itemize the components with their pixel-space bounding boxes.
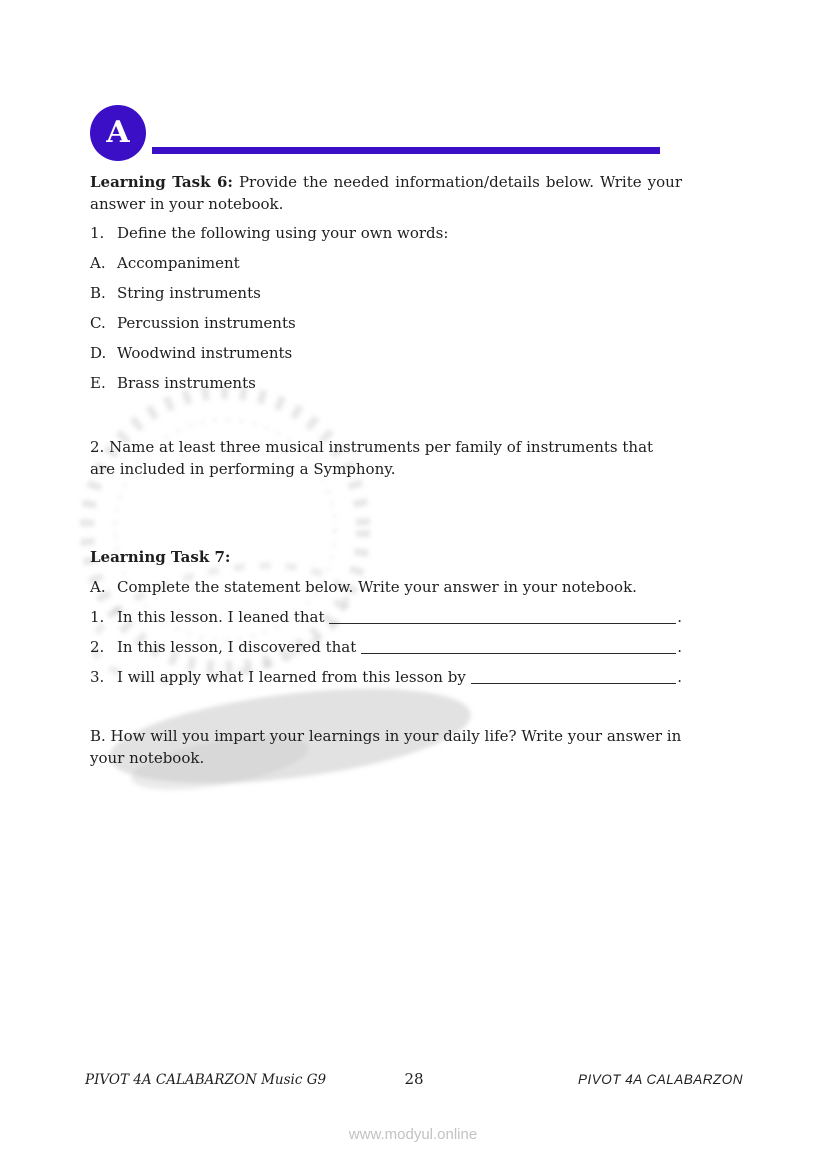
definition-text: String instruments [117,284,261,302]
task7-section-a-text: Complete the statement below. Write your answer in your notebook. [117,578,637,596]
statement-text: In this lesson, I discovered that [117,638,357,656]
fill-in-statement [90,666,682,688]
section-a-badge [90,105,146,161]
definition-text: Percussion instruments [117,314,296,332]
section-a-badge-letter: A [106,115,130,150]
statement-period: . [677,638,682,656]
definition-item [90,342,682,364]
header-rule [152,147,660,154]
task7-title: Learning Task 7: [90,548,231,566]
list-letter: A. [90,254,106,272]
fill-in-statement [90,636,682,658]
fill-in-statement [90,606,682,628]
answer-blank [329,606,676,624]
footer-module-title: PIVOT 4A CALABARZON Music G9 [85,1072,327,1088]
definition-text: Woodwind instruments [117,344,293,362]
footer-series-title: PIVOT 4A CALABARZON [577,1072,743,1087]
list-letter: E. [90,374,106,392]
list-number: 1. [90,608,105,626]
definition-item [90,282,682,304]
list-letter: B. [90,284,106,302]
list-letter: C. [90,314,106,332]
statement-text: I will apply what I learned from this lesson by [117,668,466,686]
list-number: 1. [90,224,105,242]
answer-blank [471,666,676,684]
definition-item [90,372,682,394]
page-footer [85,1070,743,1089]
task6-intro-paragraph [90,171,682,215]
statement-text: In this lesson. I leaned that [117,608,325,626]
section-header [90,105,682,161]
list-letter: D. [90,344,107,362]
task7-section-a [90,576,682,598]
task6-title: Learning Task 6: [90,173,233,191]
statement-period: . [677,668,682,686]
task6-item2: 2. Name at least three musical instruments per family of instruments that are included in performing a Symphony. [90,438,654,478]
definition-text: Accompaniment [117,254,240,272]
site-watermark: www.modyul.online [348,1126,478,1143]
task6-intro-text: Provide the needed information/details below. Write your answer in your notebook. [90,173,682,213]
list-number: 3. [90,668,105,686]
task7-section-b: B. How will you impart your learnings in your daily life? Write your answer in your notebook. [90,727,682,767]
definition-item [90,312,682,334]
list-letter: A. [90,578,106,596]
statement-period: . [677,608,682,626]
page-number: 28 [404,1070,424,1088]
definition-item [90,252,682,274]
task6-item1-text: Define the following using your own words: [117,224,449,242]
definition-text: Brass instruments [117,374,256,392]
task6-item1 [90,222,682,244]
answer-blank [361,636,676,654]
list-number: 2. [90,638,105,656]
